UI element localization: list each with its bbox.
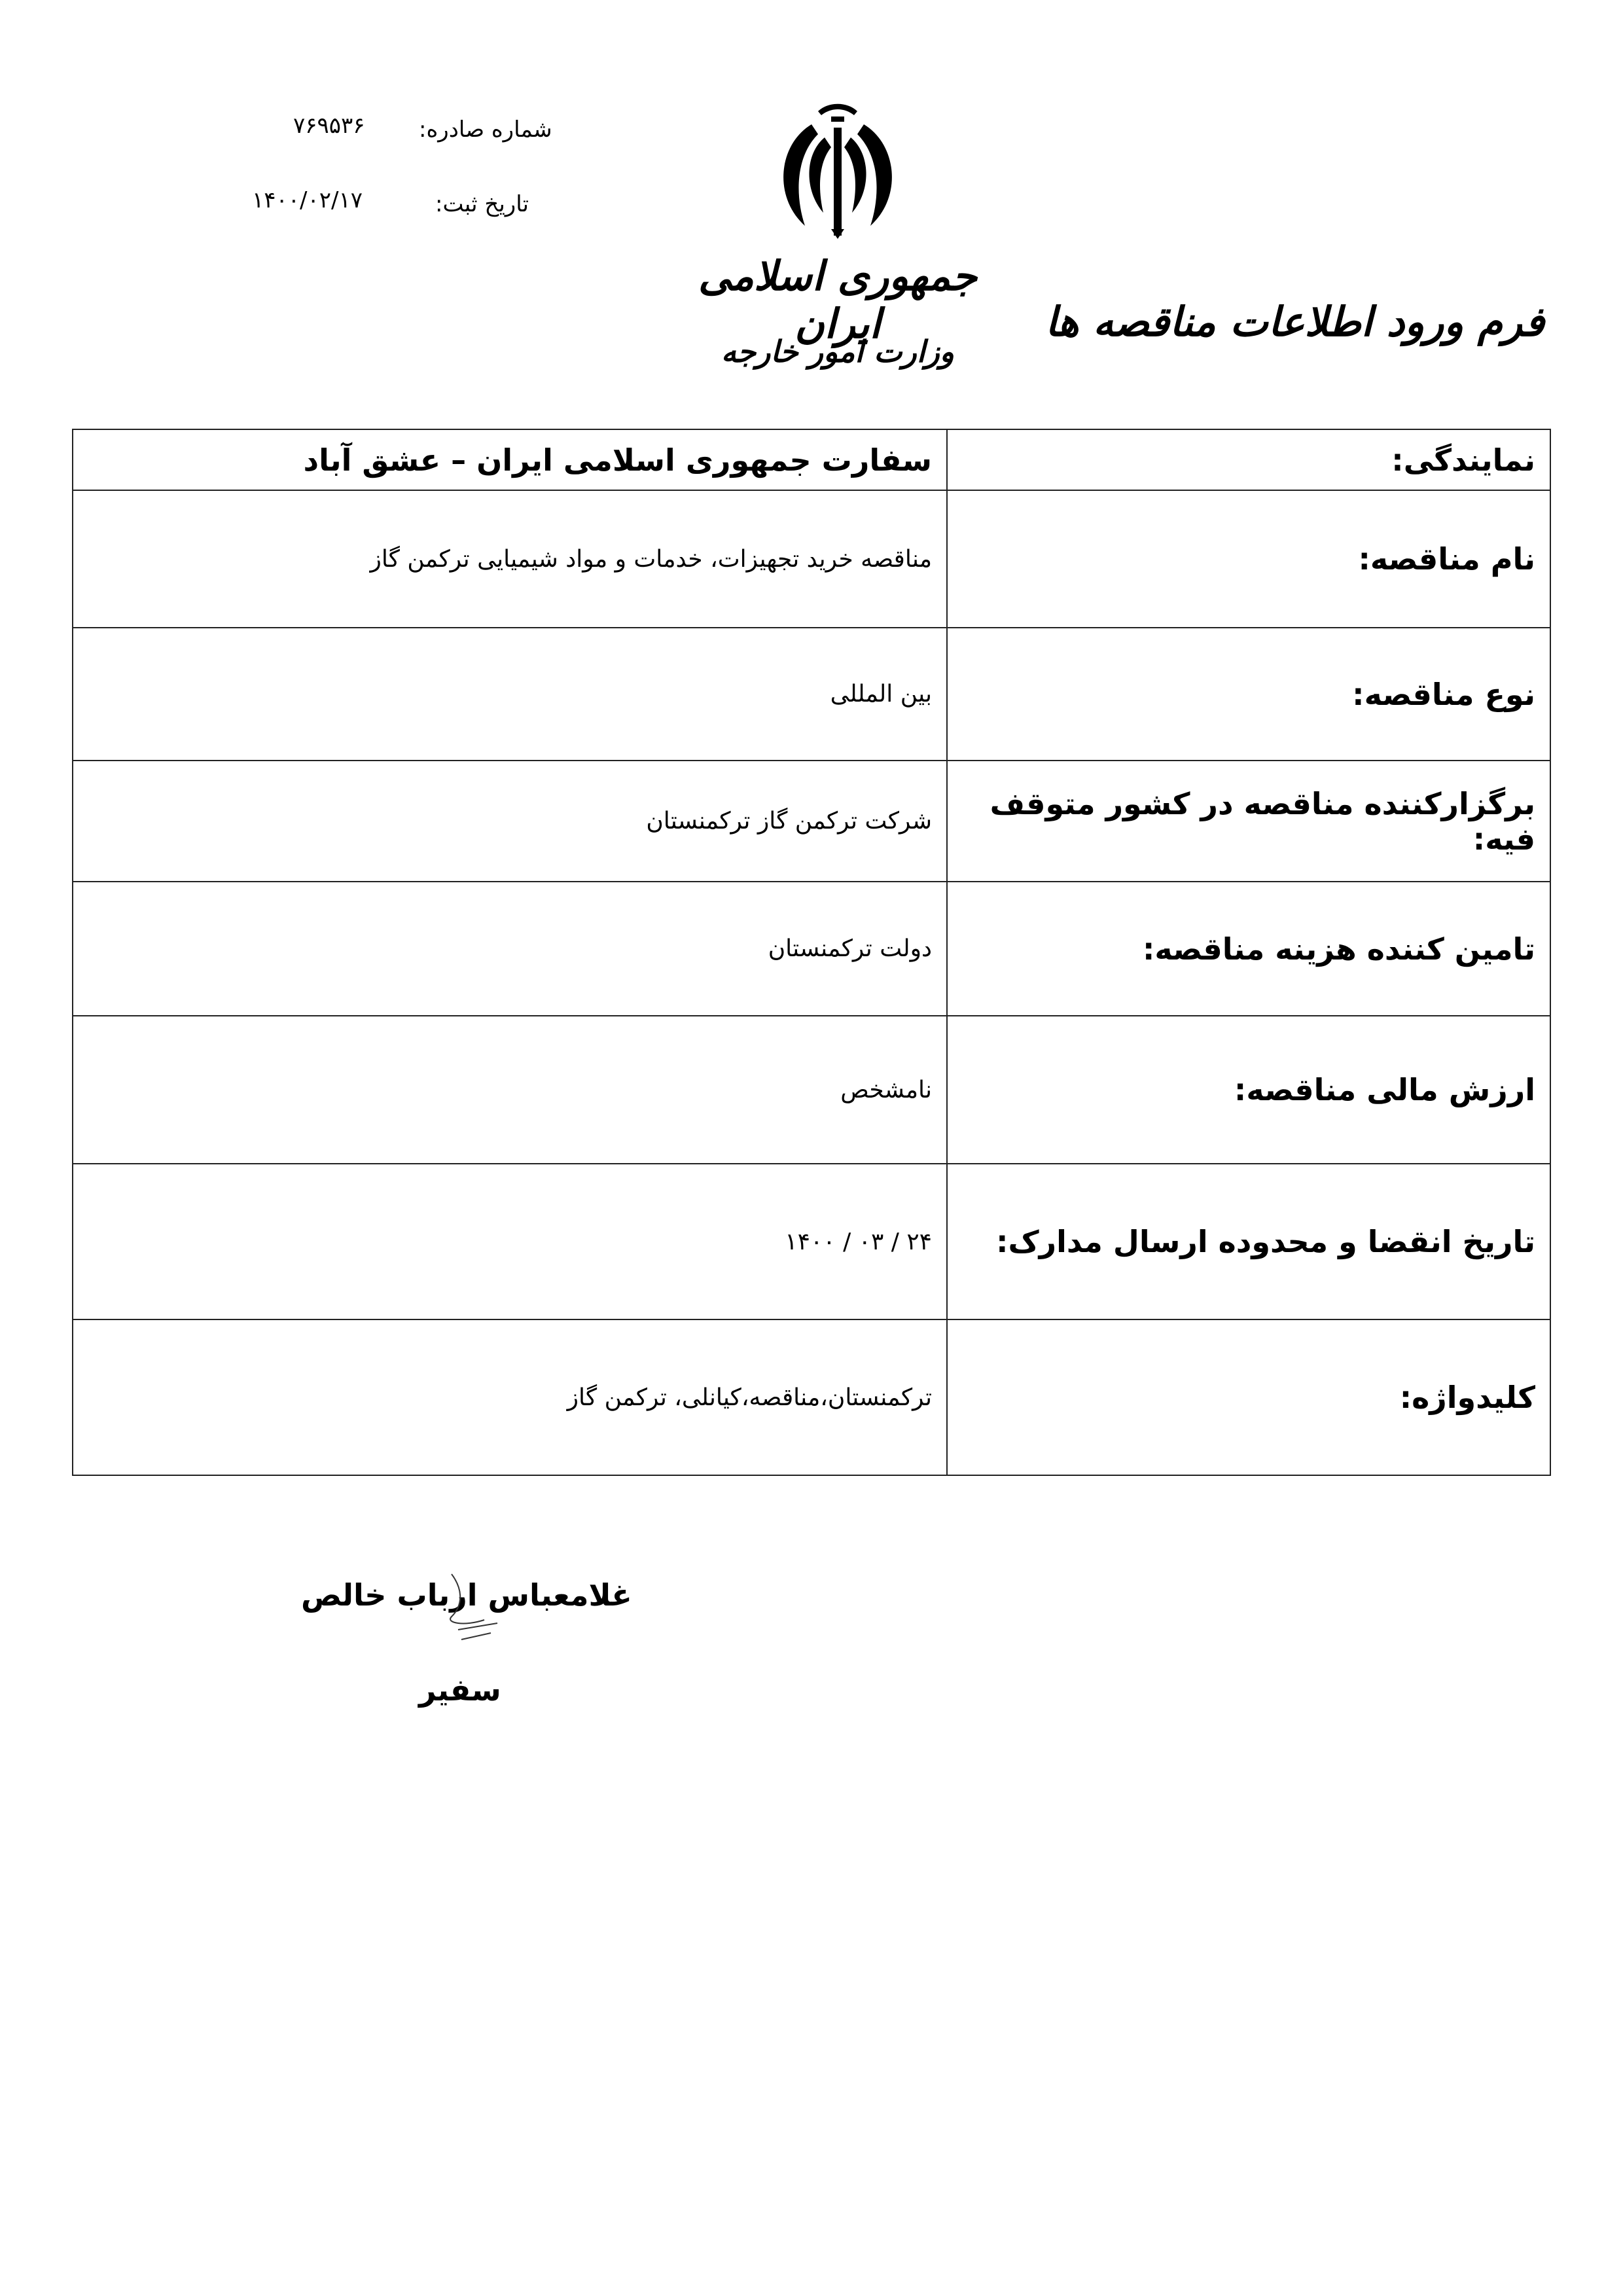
row-label: نام مناقصه: bbox=[947, 490, 1550, 628]
row-value: سفارت جمهوری اسلامی ایران – عشق آباد bbox=[73, 429, 947, 490]
table-row bbox=[73, 628, 1550, 761]
table-row bbox=[73, 1319, 1550, 1475]
row-value: شرکت ترکمن گاز ترکمنستان bbox=[73, 761, 947, 882]
iran-emblem-icon bbox=[766, 98, 910, 249]
table-row bbox=[73, 490, 1550, 628]
registration-date-label: تاریخ ثبت: bbox=[435, 191, 529, 217]
signature-scribble-icon bbox=[425, 1568, 524, 1659]
row-label: نوع مناقصه: bbox=[947, 628, 1550, 761]
row-label: نمایندگی: bbox=[947, 429, 1550, 490]
table-row bbox=[73, 882, 1550, 1016]
table-row bbox=[73, 1016, 1550, 1164]
row-value: ۲۴ / ۰۳ / ۱۴۰۰ bbox=[73, 1164, 947, 1319]
row-value: مناقصه خرید تجهیزات، خدمات و مواد شیمیایی ترکمن گاز bbox=[73, 490, 947, 628]
signatory-title: سفیر bbox=[419, 1672, 501, 1708]
row-label: تاریخ انقضا و محدوده ارسال مدارک: bbox=[947, 1164, 1550, 1319]
table-row bbox=[73, 429, 1550, 490]
row-label: تامین کننده هزینه مناقصه: bbox=[947, 882, 1550, 1016]
header-title: جمهوری اسلامی ایران bbox=[698, 252, 977, 348]
row-label: کلیدواژه: bbox=[947, 1319, 1550, 1475]
issue-number-value: ۷۶۹۵۳۶ bbox=[293, 113, 365, 139]
row-value: ترکمنستان،مناقصه،کیانلی، ترکمن گاز bbox=[73, 1319, 947, 1475]
row-label: برگزارکننده مناقصه در کشور متوقف فیه: bbox=[947, 761, 1550, 882]
table-row bbox=[73, 761, 1550, 882]
row-value: نامشخص bbox=[73, 1016, 947, 1164]
row-value: بین المللی bbox=[73, 628, 947, 761]
tender-info-table bbox=[72, 429, 1551, 1476]
registration-date-value: ۱۴۰۰/۰۲/۱۷ bbox=[252, 187, 363, 213]
table-row bbox=[73, 1164, 1550, 1319]
issue-number-label: شماره صادره: bbox=[419, 117, 552, 143]
form-title: فرم ورود اطلاعات مناقصه ها bbox=[1045, 298, 1544, 346]
row-value: دولت ترکمنستان bbox=[73, 882, 947, 1016]
signatory-name: غلامعباس ارباب خالص bbox=[301, 1577, 632, 1613]
header-subtitle: وزارت امور خارجه bbox=[721, 334, 954, 369]
row-label: ارزش مالی مناقصه: bbox=[947, 1016, 1550, 1164]
